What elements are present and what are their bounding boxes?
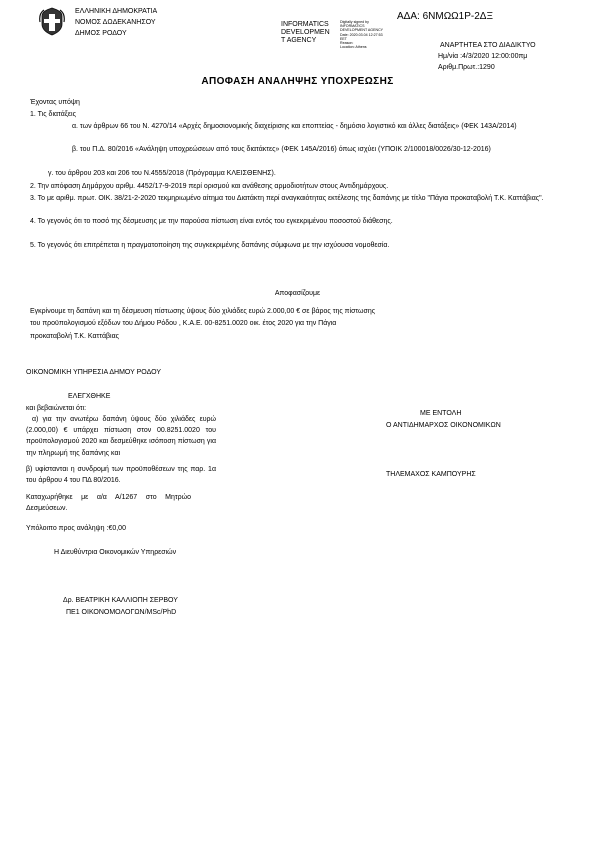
signature-detail: DEVELOPMENT AGENCY	[340, 28, 384, 33]
deputy-mayor-name: ΤΗΛΕΜΑΧΟΣ ΚΑΜΠΟΥΡΗΣ	[386, 471, 476, 478]
commitment-register: Καταχωρήθηκε με α/α Α/1267 στο Μητρώο Δεσμεύσεων.	[26, 494, 191, 513]
document-date: Ημ/νία :4/3/2020 12:00:00πμ	[438, 53, 528, 60]
provision-a: α. των άρθρων 66 του Ν. 4270/14 «Αρχές δημοσιονομικής διαχείρισης και εποπτείας - δημόσιο λογιστικό και άλλες διατάξεις» (ΦΕΚ 143Α/2014)	[72, 123, 517, 130]
agency-line: T AGENCY	[281, 37, 317, 44]
posting-notice: ΑΝΑΡΤΗΤΕΑ ΣΤΟ ΔΙΑΔΙΚΤΥΟ	[440, 42, 536, 49]
provision-c: γ. του άρθρου 203 και 206 του Ν.4555/2018 (Πρόγραμμα ΚΛΕΙΣΘΕΝΗΣ).	[48, 170, 276, 177]
signer-name: Δρ. ΒΕΑΤΡΙΚΗ ΚΑΛΛΙΟΠΗ ΣΕΡΒΟΥ	[63, 597, 178, 604]
provision-b: β. του Π.Δ. 80/2016 «Ανάληψη υποχρεώσεων από τους διατάκτες» (ΦΕΚ 145Α/2016) όπως ισχύει (ΥΠΟΙΚ 2/100018/0026/30-12-2016)	[72, 146, 491, 153]
order-line-1: ΜΕ ΕΝΤΟΛΗ	[420, 410, 462, 417]
finance-service: ΟΙΚΟΝΟΜΙΚΗ ΥΠΗΡΕΣΙΑ ΔΗΜΟΥ ΡΟΔΟΥ	[26, 369, 161, 376]
order-line-2: Ο ΑΝΤΙΔΗΜΑΡΧΟΣ ΟΙΚΟΝΟΜΙΚΩΝ	[386, 422, 501, 429]
certification-point-b: β) υφίστανται η συνδρομή των προϋποθέσεων της παρ. 1α του άρθρου 4 του ΠΔ 80/2016.	[26, 466, 216, 485]
signature-detail: INFORMATICS	[340, 24, 365, 29]
signature-detail: Location: Athens	[340, 45, 367, 50]
considering-item-4: 4. Το γεγονός ότι το ποσό της δέσμευσης με την παρούσα πίστωση είναι εντός του εγκεκριμένου ποσοστού διάθεσης.	[30, 218, 393, 225]
decision-line-2: του προϋπολογισμού εξόδων του Δήμου Ρόδου , Κ.Α.Ε. 00-8251.0020 οικ. έτος 2020 για την Πάγια	[30, 320, 337, 327]
certified-label: και βεβαιώνεται ότι:	[26, 405, 87, 412]
director-title: Η Διευθύντρια Οικονομικών Υπηρεσιών	[54, 549, 177, 556]
remaining-amount: Υπόλοιπο προς ανάληψη :€0,00	[26, 525, 126, 532]
considering-item-2: 2. Την απόφαση Δημάρχου αριθμ. 4452/17-9-2019 περί ορισμού και ανάθεσης αρμοδιοτήτων στους Αντιδημάρχους.	[30, 183, 389, 190]
decision-line-1: Εγκρίνουμε τη δαπάνη και τη δέσμευση πίστωσης ύψους δύο χιλιάδες ευρώ 2.000,00 € σε βάρος της πίστωσης	[30, 308, 376, 315]
signer-role: ΠΕ1 ΟΙΚΟΝΟΜΟΛΟΓΩΝ/MSc/PhD	[66, 609, 177, 616]
protocol-number: Αριθμ.Πρωτ.:1290	[438, 64, 495, 71]
digital-signature-details	[340, 20, 383, 49]
signature-detail: Reason:	[340, 41, 354, 46]
page-title: ΑΠΟΦΑΣΗ ΑΝΑΛΗΨΗΣ ΥΠΟΧΡΕΩΣΗΣ	[201, 76, 394, 87]
considering-item-3: 3. Το με αριθμ. πρωτ. ΟΙΚ. 38/21-2-2020 τεκμηριωμένο αίτημα του Διατάκτη περί αναγκαιότητας εκτέλεσης της δαπάνης με τίτλο "Πάγια προκαταβολή Τ.Κ. Καττάβιας".	[30, 195, 544, 202]
decision-heading: Αποφασίζουμε	[274, 290, 321, 297]
certification-point-a: α) για την ανωτέρω δαπάνη ύψους δύο χιλιάδες ευρώ (2.000,00) € υπάρχει πίστωση στον 00.8251.0020 του προϋπολογισμού 2020 και δεσμεύθηκε ισόποση πίστωση για την πληρωμή της δαπάνης και	[26, 416, 216, 457]
considering-intro: Έχοντας υπόψη	[30, 99, 80, 106]
informatics-line: INFORMATICS	[281, 21, 329, 28]
org-line-prefecture: ΝΟΜΟΣ ΔΩΔΕΚΑΝΗΣΟΥ	[75, 19, 156, 26]
provisions-label: 1. Τις διατάξεις	[30, 111, 76, 118]
checked-label: ΕΛΕΓΧΘΗΚΕ	[68, 393, 111, 400]
org-line-municipality: ΔΗΜΟΣ ΡΟΔΟΥ	[75, 30, 127, 37]
greek-coat-of-arms-icon	[38, 6, 66, 36]
decision-line-3: προκαταβολή Τ.Κ. Καττάβιας	[30, 333, 119, 340]
signature-detail: Date: 2020.03.04 12:27:53	[340, 32, 383, 37]
org-line-republic: ΕΛΛΗΝΙΚΗ ΔΗΜΟΚΡΑΤΙΑ	[75, 8, 158, 15]
development-line: DEVELOPMEN	[281, 29, 330, 36]
considering-item-5: 5. Το γεγονός ότι επιτρέπεται η πραγματοποίηση της συγκεκριμένης δαπάνης σύμφωνα με την ισχύουσα νομοθεσία.	[30, 242, 390, 249]
signature-detail: EET	[340, 36, 347, 41]
ada-code: ΑΔΑ: 6ΝΜΩΩ1Ρ-2ΔΞ	[397, 11, 493, 22]
signature-detail: Digitally signed by	[340, 20, 369, 24]
